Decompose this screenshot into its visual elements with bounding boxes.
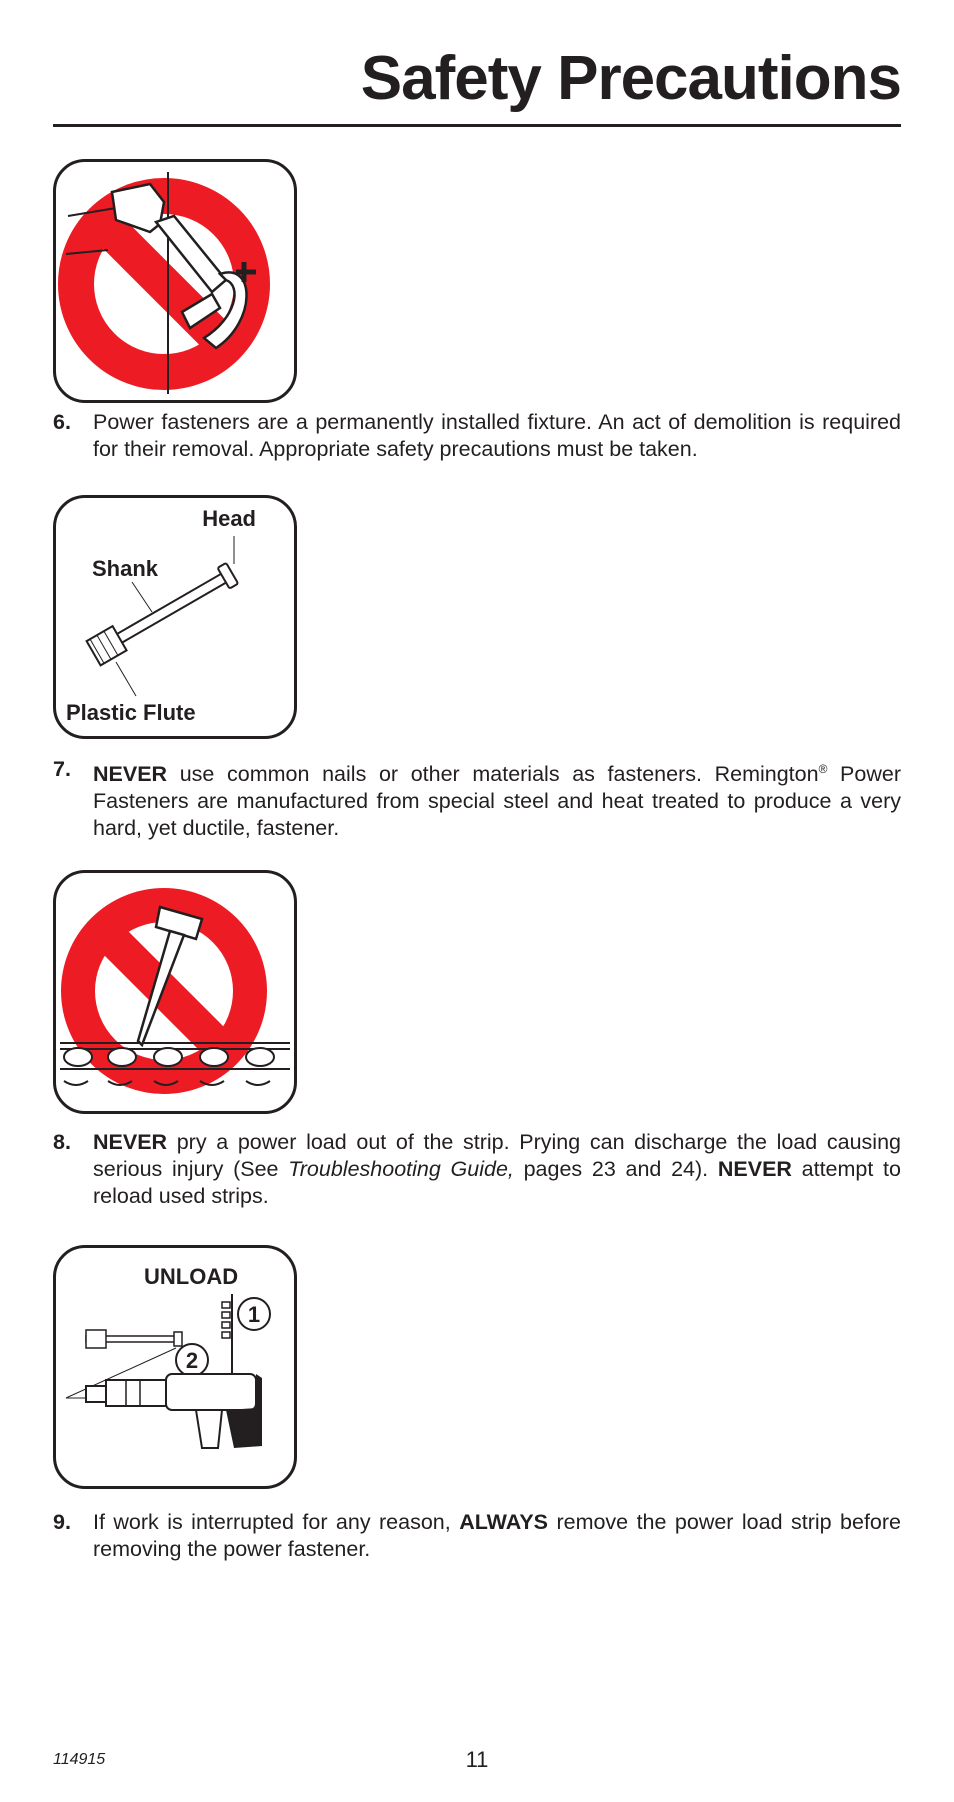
item-text: NEVER use common nails or other materials as fasteners. Remington® Power Fasteners are manufactured from special steel and heat treated to produce a very hard, yet ductile, fastener.	[93, 762, 902, 841]
document-code: 114915	[53, 1751, 106, 1768]
unload-diagram	[56, 1248, 294, 1486]
title-rule	[53, 124, 901, 127]
page-title: Safety Precautions	[360, 44, 901, 113]
tool-icon	[86, 1374, 262, 1448]
fastener-diagram	[56, 498, 294, 736]
item-text: Power fasteners are a permanently installed fixture. An act of demolition is required for their removal. Appropriate safety precautions must be taken.	[93, 410, 901, 461]
item-6	[53, 409, 901, 463]
label-plastic-flute: Plastic Flute	[66, 700, 196, 725]
step-2-label: 2	[185, 1348, 199, 1373]
page-number: 11	[465, 1747, 489, 1772]
unload-figure	[53, 1245, 297, 1489]
no-hammer-figure	[53, 159, 297, 403]
item-9	[53, 1509, 901, 1563]
item-number: 9.	[53, 1510, 71, 1534]
no-pry-icon	[56, 873, 294, 1111]
item-8	[53, 1129, 901, 1210]
fastener-diagram-figure	[53, 495, 297, 739]
item-number: 8.	[53, 1130, 71, 1154]
no-hammer-icon	[56, 162, 294, 400]
item-7	[53, 756, 901, 842]
label-head: Head	[202, 506, 256, 531]
item-text: NEVER pry a power load out of the strip. Prying can discharge the load causing serious injury (See Troubleshooting Guide, pages 23 and 24). NEVER attempt to reload used strips.	[93, 1130, 901, 1208]
no-pry-figure	[53, 870, 297, 1114]
item-number: 7.	[53, 757, 71, 781]
label-shank: Shank	[92, 556, 159, 581]
label-unload: UNLOAD	[144, 1264, 239, 1289]
item-text: If work is interrupted for any reason, ALWAYS remove the power load strip before removing the power fastener.	[93, 1510, 901, 1561]
step-1-label: 1	[247, 1302, 261, 1327]
item-number: 6.	[53, 410, 71, 434]
